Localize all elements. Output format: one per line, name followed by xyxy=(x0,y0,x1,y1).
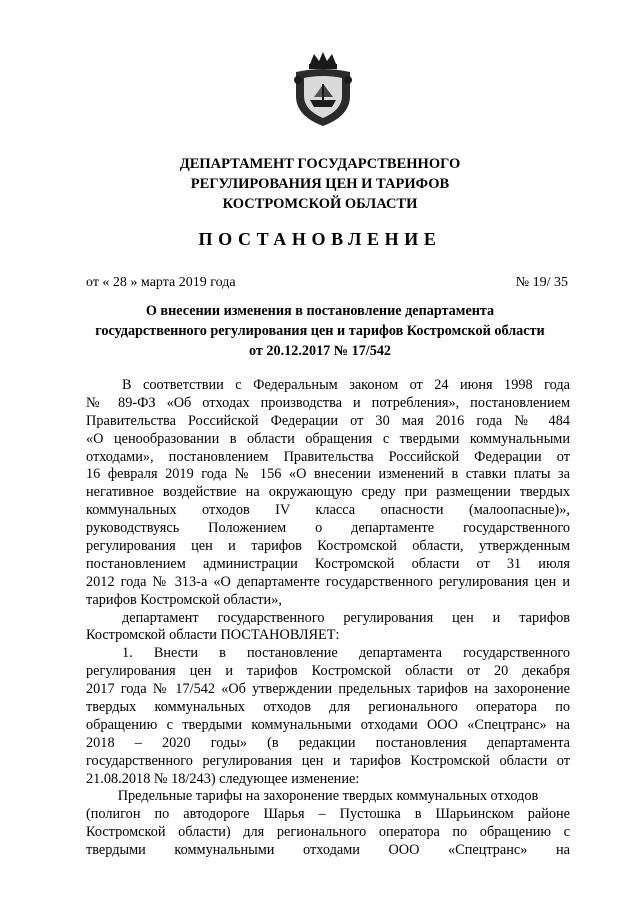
body-line: 1. Внести в постановление департамента государственного xyxy=(122,645,570,662)
document-number: № 19/ 35 xyxy=(515,275,568,290)
body-line: 2017 года № 17/542 «Об утверждении предельных тарифов на захоронение xyxy=(86,681,570,698)
body-line: В соответствии с Федеральным законом от 24 июня 1998 года xyxy=(122,377,570,393)
body-line: коммунальных отходов IV класса опасности (малоопасные)», xyxy=(86,502,570,519)
kostroma-coat-of-arms-icon xyxy=(290,50,356,128)
body-line: 16 февраля 2019 года № 156 «О внесении изменений в ставки платы за xyxy=(86,466,570,483)
body-line: Костромской области) для регионального оператора по обращению с xyxy=(86,824,570,841)
body-line: государственного регулирования цен и тарифов Костромской области от xyxy=(86,752,570,769)
document-date: от « 28 » марта 2019 года xyxy=(86,275,236,290)
body-line: Костромской области ПОСТАНОВЛЯЕТ: xyxy=(86,627,340,644)
body-line: 21.08.2018 № 18/243) следующее изменение: xyxy=(86,770,360,787)
body-line: 2018 – 2020 годы» (в редакции постановления департамента xyxy=(86,734,570,751)
date-number-line xyxy=(86,275,568,291)
body-line: Предельные тарифы на захоронение твердых коммунальных отходов xyxy=(117,788,539,805)
body-line: департамент государственного регулирования цен и тарифов xyxy=(122,609,570,626)
body-line: твердых коммунальных отходов для регионального оператора по xyxy=(86,699,570,716)
body-line: 2012 года № 313-а «О департаменте государственного регулирования цен и xyxy=(86,573,570,590)
body-line: регулирования цен и тарифов Костромской области от 20 декабря xyxy=(86,663,570,680)
subject-line-3: от 20.12.2017 № 17/542 xyxy=(248,343,392,359)
department-line-1: ДЕПАРТАМЕНТ ГОСУДАРСТВЕННОГО xyxy=(179,156,461,172)
document-body xyxy=(86,377,570,860)
body-line: «О ценообразовании в области обращения с твердыми коммунальными xyxy=(86,430,570,447)
body-line: твердыми коммунальными отходами ООО «Спецтранс» на xyxy=(86,842,570,859)
subject-line-2: государственного регулирования цен и тарифов Костромской области xyxy=(95,323,545,339)
body-line: тарифов Костромской области», xyxy=(86,591,282,608)
body-line: руководствуясь Положением о департаменте государственного xyxy=(86,520,570,537)
body-line: № 89-ФЗ «Об отходах производства и потребления», постановлением xyxy=(86,394,570,411)
department-line-2: РЕГУЛИРОВАНИЯ ЦЕН И ТАРИФОВ xyxy=(190,176,450,192)
body-line: обращению с твердыми коммунальными отходами ООО «Спецтранс» на xyxy=(86,716,570,733)
subject-line-1: О внесении изменения в постановление департамента xyxy=(145,303,495,319)
document-type-title: ПОСТАНОВЛЕНИЕ xyxy=(198,229,442,249)
document-subject xyxy=(0,301,640,361)
body-line: негативное воздействие на окружающую среду при размещении твердых xyxy=(86,484,570,501)
body-line: (полигон по автодороге Шарья – Пустошка в Шарьинском районе xyxy=(86,806,570,823)
body-line: отходами», постановлением Правительства Российской Федерации от xyxy=(86,448,570,465)
department-name xyxy=(0,154,640,214)
body-line: постановлением администрации Костромской области от 31 июля xyxy=(86,555,570,572)
body-line: регулирования цен и тарифов Костромской области, утвержденным xyxy=(86,538,570,555)
body-line: Правительства Российской Федерации от 30 мая 2016 года № 484 xyxy=(86,412,570,429)
department-line-3: КОСТРОМСКОЙ ОБЛАСТИ xyxy=(222,196,418,212)
